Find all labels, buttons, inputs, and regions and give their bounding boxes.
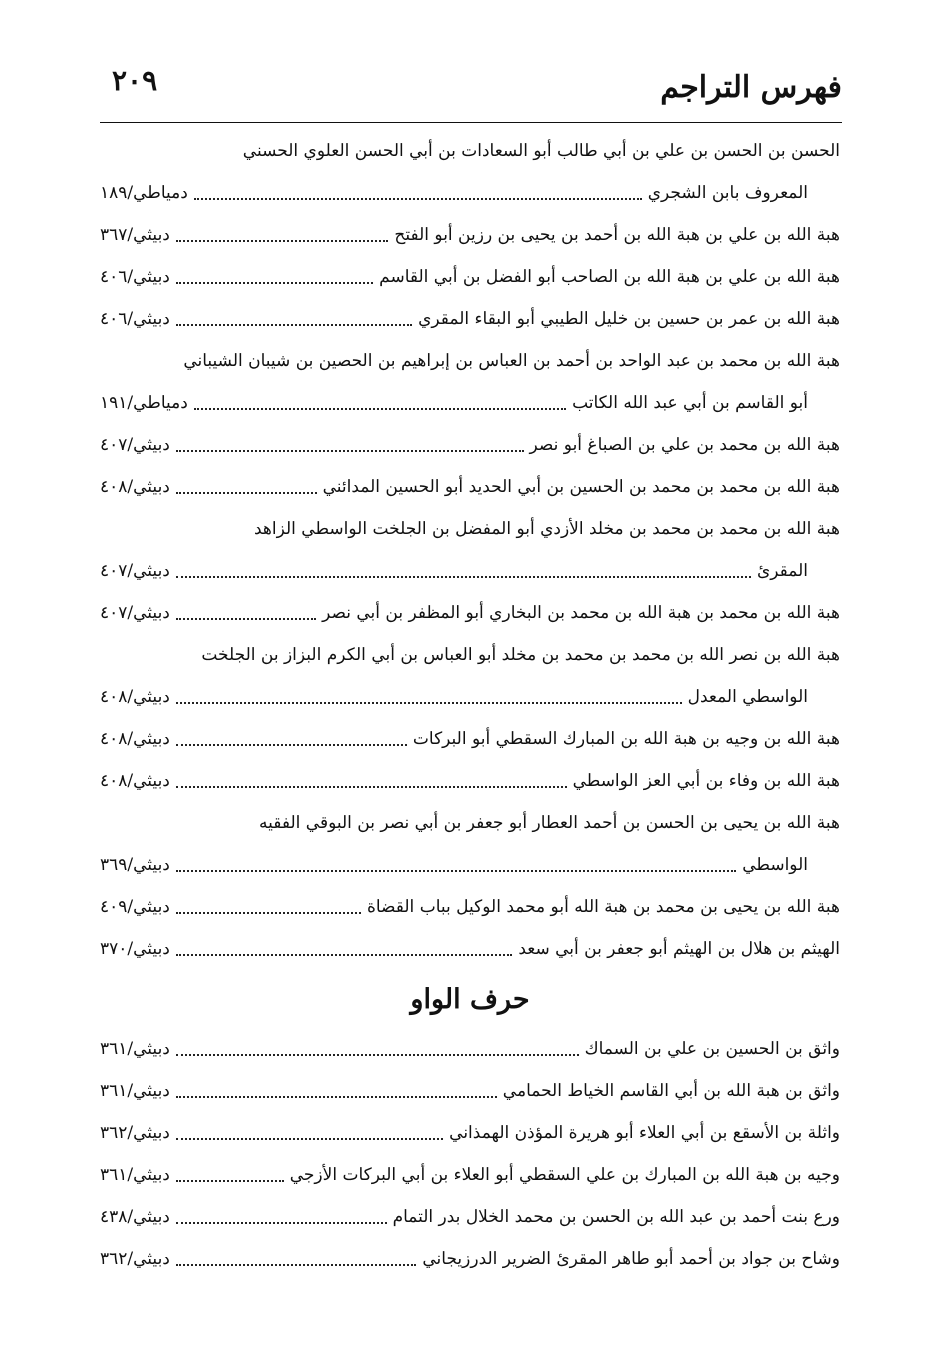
section-heading: حرف الواو: [410, 983, 530, 1015]
entry-text: الهيثم بن هلال بن الهيثم أبو جعفر بن أبي سعد: [518, 939, 840, 959]
entry-text: المعروف بابن الشجري: [647, 183, 808, 203]
index-entry: [100, 760, 840, 802]
dot-leader: [176, 1054, 579, 1056]
index-entry: [100, 928, 840, 970]
entry-reference: دبيثي/٣٦٢: [100, 1249, 170, 1269]
entry-line-start: [100, 802, 840, 844]
entry-text: وجيه بن هبة الله بن المبارك بن علي السقطي أبو العلاء بن أبي البركات الأزجي: [289, 1165, 840, 1185]
index-entry: [100, 256, 840, 298]
entry-text: هبة الله بن محمد بن علي بن الصباغ أبو نصر: [529, 435, 840, 455]
entry-reference: دمياطي/١٩١: [100, 393, 188, 413]
entry-reference: دبيثي/٣٦١: [100, 1165, 170, 1185]
entry-reference: دبيثي/٣٦٩: [100, 855, 170, 875]
entry-text: هبة الله بن محمد بن هبة الله بن محمد بن البخاري أبو المظفر بن أبي نصر: [322, 603, 840, 623]
dot-leader: [176, 240, 389, 242]
entry-line-continuation: [100, 676, 840, 718]
index-entry: [100, 214, 840, 256]
dot-leader: [176, 1264, 416, 1266]
header-rule: [100, 122, 842, 123]
entry-text: هبة الله بن عمر بن حسين بن خليل الطيبي أبو البقاء المقري: [418, 309, 840, 329]
index-list: [100, 130, 840, 1280]
index-entry: [100, 466, 840, 508]
entry-reference: دبيثي/٣٦٧: [100, 225, 170, 245]
entry-line-continuation: [100, 382, 840, 424]
entry-text: الحسن بن الحسن بن علي بن أبي طالب أبو السعادات بن أبي الحسن العلوي الحسني: [242, 141, 840, 161]
index-entry: [100, 1112, 840, 1154]
entry-text: أبو القاسم بن أبي عبد الله الكاتب: [572, 393, 808, 413]
index-entry: [100, 298, 840, 340]
dot-leader: [176, 870, 736, 872]
entry-reference: دبيثي/٤٠٧: [100, 603, 170, 623]
entry-reference: دبيثي/٣٦١: [100, 1039, 170, 1059]
index-entry: [100, 1238, 840, 1280]
entry-line-continuation: [100, 172, 840, 214]
dot-leader: [176, 282, 373, 284]
dot-leader: [176, 702, 682, 704]
entry-reference: دبيثي/٤٠٩: [100, 897, 170, 917]
entry-reference: دبيثي/٤٠٧: [100, 561, 170, 581]
entry-text: واثق بن الحسين بن علي بن السماك: [584, 1039, 840, 1059]
dot-leader: [194, 408, 566, 410]
dot-leader: [176, 1096, 497, 1098]
entry-line-start: [100, 634, 840, 676]
entry-text: هبة الله بن نصر الله بن محمد بن محمد بن مخلد أبو العباس بن أبي الكرم البزاز بن الجلخت: [201, 645, 840, 665]
entry-text: الواسطي المعدل: [687, 687, 808, 707]
index-entry: [100, 1070, 840, 1112]
dot-leader: [176, 576, 751, 578]
entry-reference: دبيثي/٤٠٦: [100, 267, 170, 287]
entry-text: هبة الله بن وجيه بن هبة الله بن المبارك السقطي أبو البركات: [412, 729, 840, 749]
entry-reference: دبيثي/٤٠٨: [100, 771, 170, 791]
entry-reference: دبيثي/٤٠٧: [100, 435, 170, 455]
dot-leader: [176, 786, 567, 788]
entry-text: الواسطي: [742, 855, 808, 875]
index-entry: [100, 1196, 840, 1238]
dot-leader: [176, 1222, 387, 1224]
entry-reference: دبيثي/٤٣٨: [100, 1207, 170, 1227]
entry-text: هبة الله بن محمد بن محمد بن الحسين بن أبي الحديد أبو الحسين المدائني: [322, 477, 840, 497]
entry-text: هبة الله بن علي بن هبة الله بن أحمد بن يحيى بن رزين أبو الفتح: [394, 225, 840, 245]
index-entry: [100, 886, 840, 928]
dot-leader: [176, 1180, 284, 1182]
entry-line-continuation: [100, 844, 840, 886]
entry-text: وشاح بن جواد بن أحمد أبو طاهر المقرئ الضرير الدرزيجاني: [422, 1249, 840, 1269]
entry-reference: دمياطي/١٨٩: [100, 183, 188, 203]
entry-text: ورع بنت أحمد بن عبد الله بن الحسن بن محمد الخلال بدر التمام: [392, 1207, 840, 1227]
index-entry: [100, 718, 840, 760]
page-number: ٢٠٩: [112, 64, 158, 97]
dot-leader: [176, 954, 512, 956]
dot-leader: [176, 324, 412, 326]
running-title: فهرس التراجم: [660, 70, 842, 105]
entry-text: المقرئ: [756, 561, 808, 581]
index-entry: [100, 592, 840, 634]
index-entry: [100, 424, 840, 466]
entry-reference: دبيثي/٣٦٢: [100, 1123, 170, 1143]
entry-text: هبة الله بن يحيى بن محمد بن هبة الله أبو محمد الوكيل بباب القضاة: [366, 897, 840, 917]
entry-line-start: [100, 508, 840, 550]
dot-leader: [176, 744, 407, 746]
entry-text: هبة الله بن محمد بن محمد بن مخلد الأزدي أبو المفضل بن الجلخت الواسطي الزاهد: [253, 519, 840, 539]
dot-leader: [176, 492, 317, 494]
entry-reference: دبيثي/٤٠٨: [100, 687, 170, 707]
page-header: [100, 58, 842, 120]
index-entry: [100, 1154, 840, 1196]
entry-text: هبة الله بن وفاء بن أبي العز الواسطي: [572, 771, 840, 791]
dot-leader: [176, 912, 361, 914]
index-entry: [100, 1028, 840, 1070]
dot-leader: [176, 1138, 443, 1140]
dot-leader: [176, 450, 524, 452]
entry-text: هبة الله بن محمد بن عبد الواحد بن أحمد بن العباس بن إبراهيم بن الحصين بن شيبان الشيباني: [183, 351, 840, 371]
dot-leader: [194, 198, 642, 200]
entry-reference: دبيثي/٣٧٠: [100, 939, 170, 959]
entry-text: واثلة بن الأسقع بن أبي العلاء أبو هريرة المؤذن الهمذاني: [449, 1123, 840, 1143]
entry-line-start: [100, 340, 840, 382]
entry-reference: دبيثي/٤٠٨: [100, 477, 170, 497]
dot-leader: [176, 618, 316, 620]
entry-text: هبة الله بن علي بن هبة الله بن الصاحب أبو الفضل بن أبي القاسم: [379, 267, 840, 287]
entry-reference: دبيثي/٤٠٨: [100, 729, 170, 749]
entry-line-start: [100, 130, 840, 172]
entry-reference: دبيثي/٣٦١: [100, 1081, 170, 1101]
entry-line-continuation: [100, 550, 840, 592]
entry-text: هبة الله بن يحيى بن الحسن بن أحمد العطار أبو جعفر بن أبي نصر بن البوقي الفقيه: [259, 813, 840, 833]
entry-text: واثق بن هبة الله بن أبي القاسم الخياط الحمامي: [502, 1081, 840, 1101]
entry-reference: دبيثي/٤٠٦: [100, 309, 170, 329]
